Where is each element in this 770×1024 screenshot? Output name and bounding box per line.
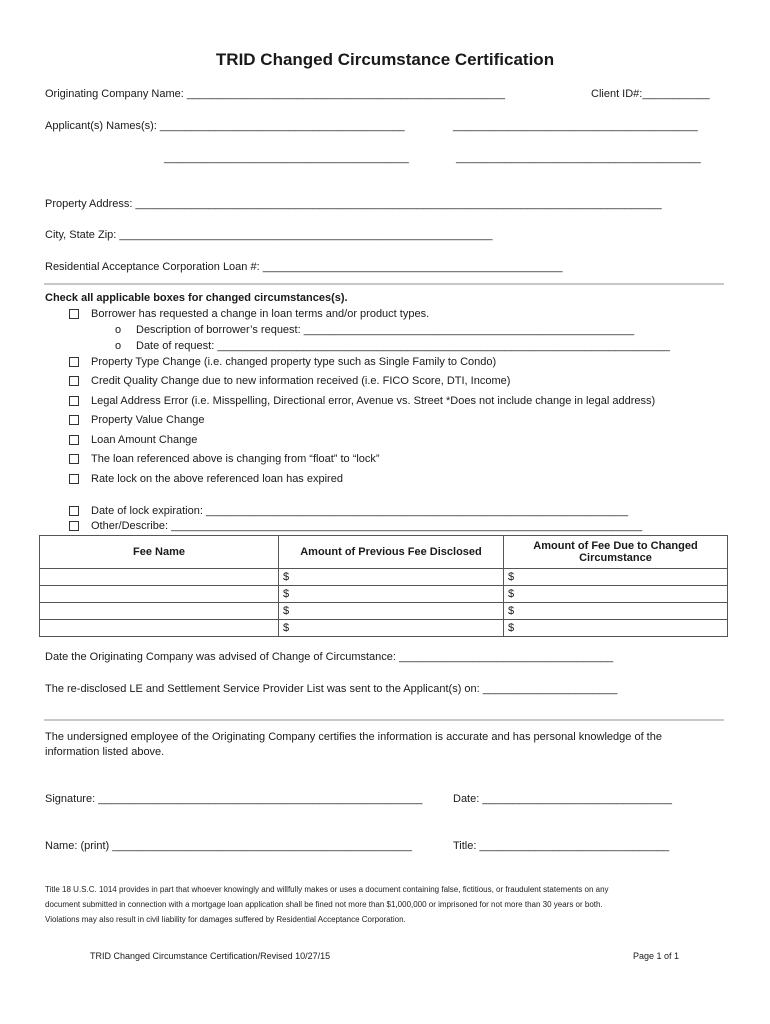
checkbox-loan-amount[interactable]: [69, 435, 79, 445]
lock-expiration-date-field[interactable]: Date of lock expiration: _____________________________________________________________________: [91, 505, 629, 517]
city-state-zip-field[interactable]: City, State Zip: _____________________________________________________________: [45, 229, 493, 241]
divider: [44, 719, 724, 721]
advised-date-field[interactable]: Date the Originating Company was advised of Change of Circumstance: ___________________________________: [45, 651, 614, 663]
checkbox-rate-lock-expired[interactable]: [69, 474, 79, 484]
page-title: TRID Changed Circumstance Certification: [215, 50, 555, 69]
table-row: [40, 569, 728, 586]
applicant-names-field-4[interactable]: ________________________________________: [456, 152, 701, 164]
legal-notice: Title 18 U.S.C. 1014 provides in part that whoever knowingly and willfully makes or uses a document containing false, fictitious, or fraudulent statements on any: [45, 885, 609, 894]
due-fee-header: Amount of Fee Due to Changed Circumstance: [504, 536, 728, 569]
redisclosed-date-field[interactable]: The re-disclosed LE and Settlement Service Provider List was sent to the Applicant(s) on: ______________________: [45, 683, 618, 695]
checkbox-float-to-lock[interactable]: [69, 454, 79, 464]
previous-fee-cell[interactable]: $: [279, 603, 504, 620]
loan-number-field[interactable]: Residential Acceptance Corporation Loan #: _________________________________________________: [45, 261, 563, 273]
checkbox-other[interactable]: [69, 521, 79, 531]
borrower-request-description-field[interactable]: Description of borrower’s request: ______________________________________________________: [136, 324, 635, 336]
fee-table: [39, 535, 728, 637]
checkbox-property-value[interactable]: [69, 415, 79, 425]
bullet-icon: o: [115, 324, 122, 336]
legal-notice: document submitted in connection with a mortgage loan application shall be fined not more than $1,000,000 or imprisoned for not more than 30 years or both.: [45, 900, 603, 909]
checkbox-lock-expiration[interactable]: [69, 506, 79, 516]
originating-company-field[interactable]: Originating Company Name: ____________________________________________________: [45, 88, 505, 100]
date-field[interactable]: Date: _______________________________: [453, 793, 672, 805]
due-fee-cell[interactable]: $: [504, 586, 728, 603]
due-fee-cell[interactable]: $: [504, 569, 728, 586]
fee-name-cell[interactable]: [40, 569, 279, 586]
checkbox-label: The loan referenced above is changing from “float” to “lock”: [91, 453, 380, 465]
checkbox-label: Credit Quality Change due to new information received (i.e. FICO Score, DTI, Income): [91, 375, 511, 387]
fee-name-cell[interactable]: [40, 603, 279, 620]
checkbox-label: Property Value Change: [91, 414, 205, 426]
checkbox-loan-terms[interactable]: [69, 309, 79, 319]
checkbox-credit-quality[interactable]: [69, 376, 79, 386]
due-fee-cell[interactable]: $: [504, 603, 728, 620]
legal-notice: Violations may also result in civil liability for damages suffered by Residential Acceptance Corporation.: [45, 915, 406, 924]
print-name-field[interactable]: Name: (print) _________________________________________________: [45, 840, 413, 852]
previous-fee-cell[interactable]: $: [279, 569, 504, 586]
certification-text: information listed above.: [45, 746, 165, 758]
checkbox-label: Rate lock on the above referenced loan has expired: [91, 473, 343, 485]
certification-text: The undersigned employee of the Originating Company certifies the information is accurate and has personal knowledge of the: [45, 731, 662, 743]
previous-fee-header: Amount of Previous Fee Disclosed: [279, 536, 504, 569]
divider: [44, 283, 724, 285]
table-row: [40, 586, 728, 603]
property-address-field[interactable]: Property Address: ______________________________________________________________________________________: [45, 198, 662, 210]
applicant-names-field-2[interactable]: ________________________________________: [453, 120, 698, 132]
checkbox-label: Legal Address Error (i.e. Misspelling, Directional error, Avenue vs. Street *Does not include change in legal address): [91, 395, 656, 407]
request-date-field[interactable]: Date of request: __________________________________________________________________________: [136, 340, 671, 352]
fee-name-cell[interactable]: [40, 620, 279, 637]
checkbox-label: Loan Amount Change: [91, 434, 198, 446]
applicant-names-field-1[interactable]: Applicant(s) Names(s): ________________________________________: [45, 120, 405, 132]
checklist-heading: Check all applicable boxes for changed circumstances(s).: [45, 292, 348, 304]
signature-field[interactable]: Signature: _____________________________________________________: [45, 793, 423, 805]
client-id-field[interactable]: Client ID#:___________: [591, 88, 710, 100]
title-field[interactable]: Title: _______________________________: [453, 840, 670, 852]
fee-name-cell[interactable]: [40, 586, 279, 603]
table-row: [40, 620, 728, 637]
checkbox-legal-address[interactable]: [69, 396, 79, 406]
previous-fee-cell[interactable]: $: [279, 586, 504, 603]
revision-footer: TRID Changed Circumstance Certification/Revised 10/27/15: [90, 951, 331, 961]
applicant-names-field-3[interactable]: ________________________________________: [164, 152, 409, 164]
previous-fee-cell[interactable]: $: [279, 620, 504, 637]
checkbox-property-type[interactable]: [69, 357, 79, 367]
bullet-icon: o: [115, 340, 122, 352]
due-fee-cell[interactable]: $: [504, 620, 728, 637]
fee-name-header: Fee Name: [40, 536, 279, 569]
page-number: Page 1 of 1: [633, 951, 680, 961]
checkbox-label: Property Type Change (i.e. changed property type such as Single Family to Condo): [91, 356, 497, 368]
checkbox-label: Borrower has requested a change in loan terms and/or product types.: [91, 308, 430, 320]
table-row: [40, 603, 728, 620]
other-describe-field[interactable]: Other/Describe: _____________________________________________________________________________: [91, 520, 643, 532]
